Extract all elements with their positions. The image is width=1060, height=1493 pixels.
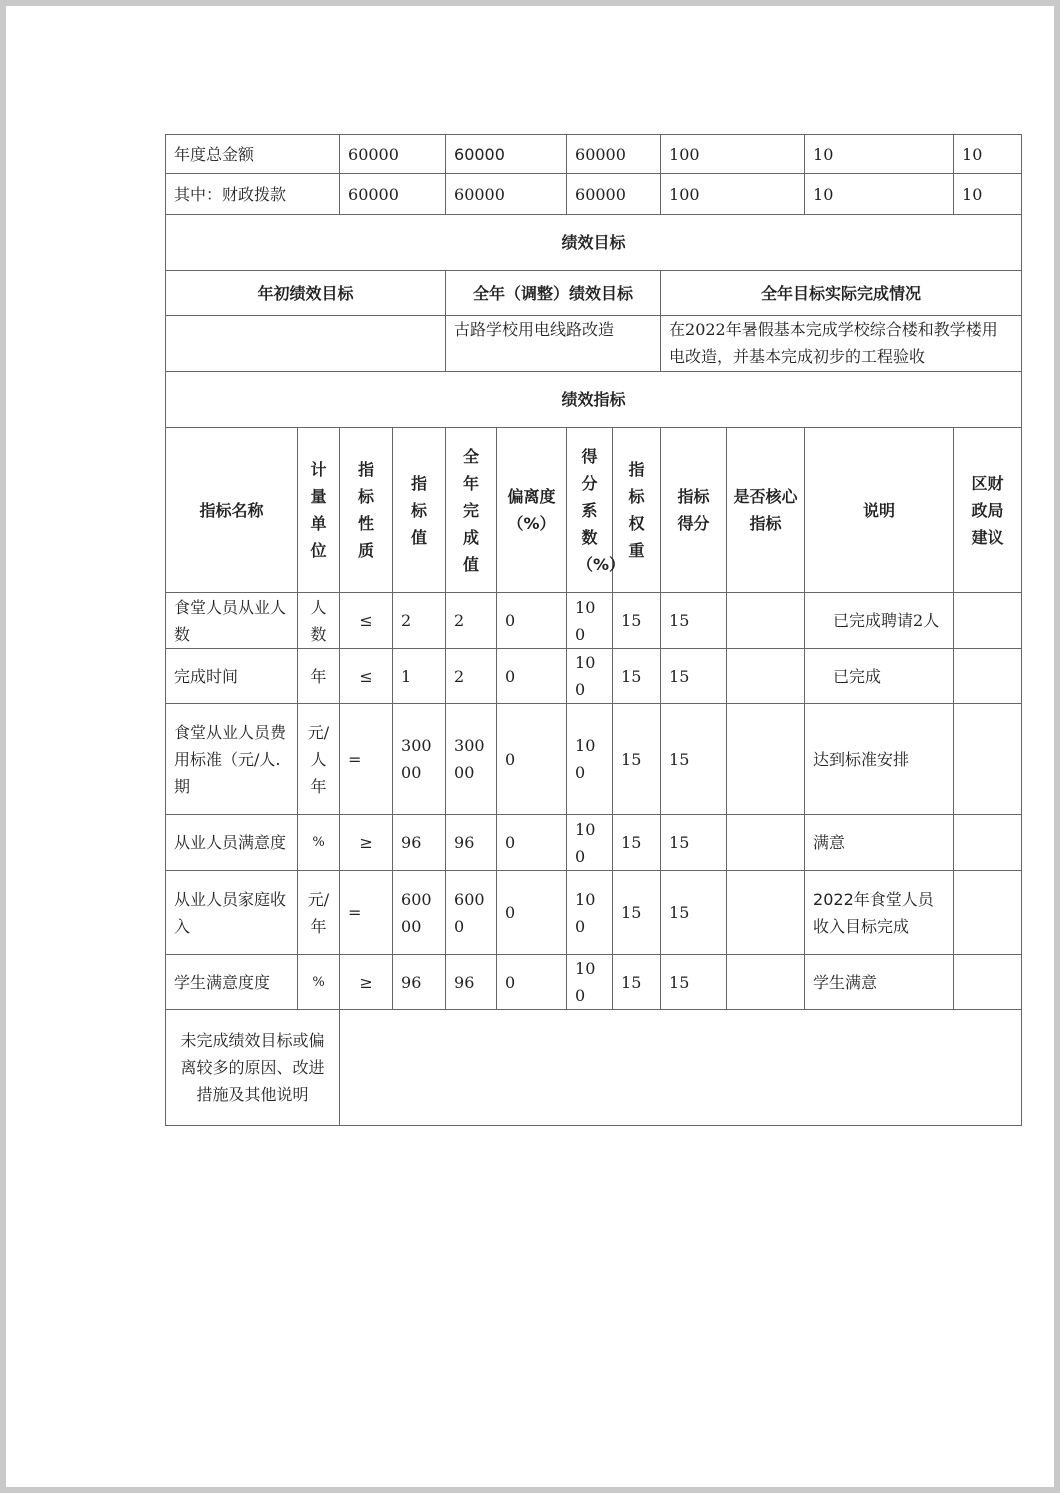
indicator-score: 15 — [661, 815, 727, 871]
budget-cell: 10 — [954, 174, 1022, 215]
indicator-completed: 2 — [446, 649, 497, 704]
indicator-nature: ≥ — [340, 955, 393, 1010]
budget-cell: 10 — [805, 135, 954, 174]
indicator-core — [727, 704, 805, 815]
indicator-completed: 6000 — [446, 871, 497, 955]
budget-row-name: 年度总金额 — [166, 135, 340, 174]
indicator-name: 从业人员家庭收入 — [166, 871, 298, 955]
indicator-completed: 30000 — [446, 704, 497, 815]
header-completed: 全年完成值 — [446, 428, 497, 593]
indicator-name: 从业人员满意度 — [166, 815, 298, 871]
table-row — [166, 815, 1022, 871]
table-row — [166, 649, 1022, 704]
indicator-core — [727, 593, 805, 649]
header-advice: 区财政局建议 — [954, 428, 1022, 593]
indicator-score: 15 — [661, 955, 727, 1010]
indicator-core — [727, 649, 805, 704]
table-row — [166, 704, 1022, 815]
indicator-value: 2 — [393, 593, 446, 649]
indicator-name: 食堂从业人员费用标准（元/人.期 — [166, 704, 298, 815]
header-coefficient: 得分系数（%） — [567, 428, 613, 593]
indicator-deviation: 0 — [497, 955, 567, 1010]
budget-cell: 60000 — [567, 135, 661, 174]
budget-row-name: 其中：财政拨款 — [166, 174, 340, 215]
indicator-value: 96 — [393, 955, 446, 1010]
indicator-coefficient: 100 — [567, 593, 613, 649]
table-row — [166, 593, 1022, 649]
header-nature: 指标性质 — [340, 428, 393, 593]
indicator-advice — [954, 815, 1022, 871]
indicator-weight: 15 — [613, 649, 661, 704]
indicator-weight: 15 — [613, 593, 661, 649]
indicator-unit: % — [298, 955, 340, 1010]
indicator-coefficient: 100 — [567, 955, 613, 1010]
indicator-coefficient: 100 — [567, 704, 613, 815]
actual-goal-value: 在2022年暑假基本完成学校综合楼和教学楼用电改造，并基本完成初步的工程验收 — [661, 316, 1022, 372]
header-weight: 指标权重 — [613, 428, 661, 593]
initial-goal-value — [166, 316, 446, 372]
table-row — [166, 955, 1022, 1010]
indicator-weight: 15 — [613, 704, 661, 815]
indicator-unit: 元/人年 — [298, 704, 340, 815]
header-value: 指标值 — [393, 428, 446, 593]
indicator-deviation: 0 — [497, 704, 567, 815]
indicator-value: 60000 — [393, 871, 446, 955]
budget-cell: 60000 — [446, 135, 567, 174]
indicator-weight: 15 — [613, 871, 661, 955]
indicator-coefficient: 100 — [567, 649, 613, 704]
indicator-advice — [954, 593, 1022, 649]
indicator-note: 2022年食堂人员收入目标完成 — [805, 871, 954, 955]
indicator-deviation: 0 — [497, 593, 567, 649]
indicator-nature: = — [340, 704, 393, 815]
budget-cell: 10 — [954, 135, 1022, 174]
indicator-note: 学生满意 — [805, 955, 954, 1010]
indicator-advice — [954, 871, 1022, 955]
indicator-nature: ≤ — [340, 649, 393, 704]
adjusted-goal-value: 古路学校用电线路改造 — [446, 316, 661, 372]
indicator-deviation: 0 — [497, 649, 567, 704]
indicator-unit: % — [298, 815, 340, 871]
header-name: 指标名称 — [166, 428, 298, 593]
indicator-note: 达到标准安排 — [805, 704, 954, 815]
budget-cell: 100 — [661, 135, 805, 174]
indicator-weight: 15 — [613, 955, 661, 1010]
indicator-name: 食堂人员从业人数 — [166, 593, 298, 649]
indicator-coefficient: 100 — [567, 871, 613, 955]
indicator-value: 96 — [393, 815, 446, 871]
indicator-completed: 96 — [446, 955, 497, 1010]
indicator-header-row — [166, 428, 1022, 593]
indicator-completed: 96 — [446, 815, 497, 871]
indicator-core — [727, 871, 805, 955]
footer-value — [340, 1010, 1022, 1126]
budget-cell: 60000 — [340, 135, 446, 174]
indicator-note: 已完成 — [805, 649, 954, 704]
table-row — [166, 871, 1022, 955]
indicator-deviation: 0 — [497, 815, 567, 871]
indicator-core — [727, 955, 805, 1010]
indicator-nature: ≥ — [340, 815, 393, 871]
indicator-value: 30000 — [393, 704, 446, 815]
indicator-unit: 年 — [298, 649, 340, 704]
header-note: 说明 — [805, 428, 954, 593]
performance-table — [165, 134, 1022, 1126]
budget-cell: 60000 — [567, 174, 661, 215]
indicator-advice — [954, 704, 1022, 815]
header-core: 是否核心指标 — [727, 428, 805, 593]
indicator-note: 满意 — [805, 815, 954, 871]
indicator-unit: 人数 — [298, 593, 340, 649]
indicator-completed: 2 — [446, 593, 497, 649]
indicator-weight: 15 — [613, 815, 661, 871]
indicator-advice — [954, 649, 1022, 704]
footer-label: 未完成绩效目标或偏离较多的原因、改进措施及其他说明 — [166, 1010, 340, 1126]
indicator-score: 15 — [661, 704, 727, 815]
indicator-score: 15 — [661, 871, 727, 955]
indicator-advice — [954, 955, 1022, 1010]
budget-cell: 60000 — [446, 174, 567, 215]
indicator-note: 已完成聘请2人 — [805, 593, 954, 649]
indicator-core — [727, 815, 805, 871]
document-page — [6, 6, 1054, 1487]
budget-cell: 100 — [661, 174, 805, 215]
indicator-coefficient: 100 — [567, 815, 613, 871]
indicator-name: 完成时间 — [166, 649, 298, 704]
indicator-deviation: 0 — [497, 871, 567, 955]
indicator-unit: 元/年 — [298, 871, 340, 955]
table-row — [166, 135, 1022, 174]
indicator-name: 学生满意度度 — [166, 955, 298, 1010]
header-score: 指标得分 — [661, 428, 727, 593]
indicator-nature: = — [340, 871, 393, 955]
indicators-section-title: 绩效指标 — [166, 372, 1022, 428]
table-row — [166, 174, 1022, 215]
goals-section-title: 绩效目标 — [166, 215, 1022, 271]
indicator-value: 1 — [393, 649, 446, 704]
adjusted-goal-header: 全年（调整）绩效目标 — [446, 271, 661, 316]
actual-goal-header: 全年目标实际完成情况 — [661, 271, 1022, 316]
budget-cell: 10 — [805, 174, 954, 215]
initial-goal-header: 年初绩效目标 — [166, 271, 446, 316]
header-unit: 计量单位 — [298, 428, 340, 593]
indicator-score: 15 — [661, 649, 727, 704]
budget-cell: 60000 — [340, 174, 446, 215]
indicator-score: 15 — [661, 593, 727, 649]
indicator-nature: ≤ — [340, 593, 393, 649]
header-deviation: 偏离度（%） — [497, 428, 567, 593]
